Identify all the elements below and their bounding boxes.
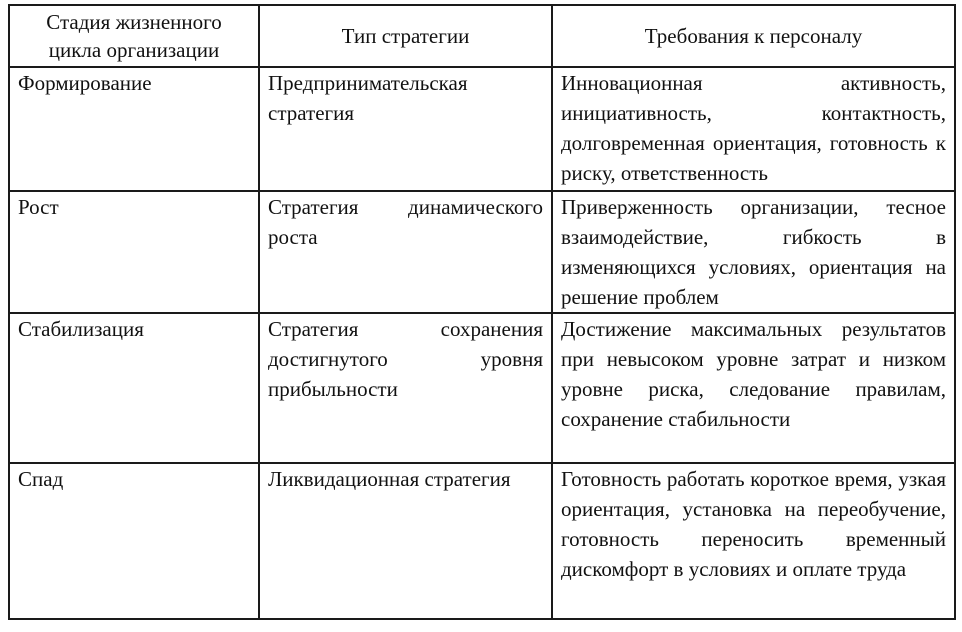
- header-requirements: Требования к персоналу: [552, 5, 955, 67]
- requirements-cell: Инновационная активность, инициативность, контактность, долговременная ориентация, готовность к риску, ответственность: [552, 67, 955, 191]
- header-row: [9, 5, 955, 67]
- stage-cell: Стабилизация: [9, 313, 259, 463]
- header-strategy: Тип стратегии: [259, 5, 552, 67]
- table-header: [9, 5, 955, 67]
- strategy-cell: Предпринимательская стратегия: [259, 67, 552, 191]
- requirements-cell: Приверженность организации, тесное взаимодействие, гибкость в изменяющихся условиях, ориентация на решение проблем: [552, 191, 955, 313]
- stage-cell: Рост: [9, 191, 259, 313]
- requirements-cell: Готовность работать короткое время, узкая ориентация, установка на переобучение, готовность переносить временный дискомфорт в условиях и оплате труда: [552, 463, 955, 619]
- stage-cell: Формирование: [9, 67, 259, 191]
- header-stage: Стадия жизненного цикла организации: [9, 5, 259, 67]
- table-body: [9, 67, 955, 619]
- strategy-cell: Ликвидационная стратегия: [259, 463, 552, 619]
- requirements-cell: Достижение максимальных результатов при невысоком уровне затрат и низком уровне риска, следование правилам, сохранение стабильности: [552, 313, 955, 463]
- strategy-cell: Стратегия сохранения достигнутого уровня прибыльности: [259, 313, 552, 463]
- table-row: [9, 67, 955, 191]
- strategy-table: [8, 4, 956, 620]
- stage-cell: Спад: [9, 463, 259, 619]
- strategy-cell: Стратегия динамического роста: [259, 191, 552, 313]
- table-row: [9, 313, 955, 463]
- table-row: [9, 191, 955, 313]
- table-row: [9, 463, 955, 619]
